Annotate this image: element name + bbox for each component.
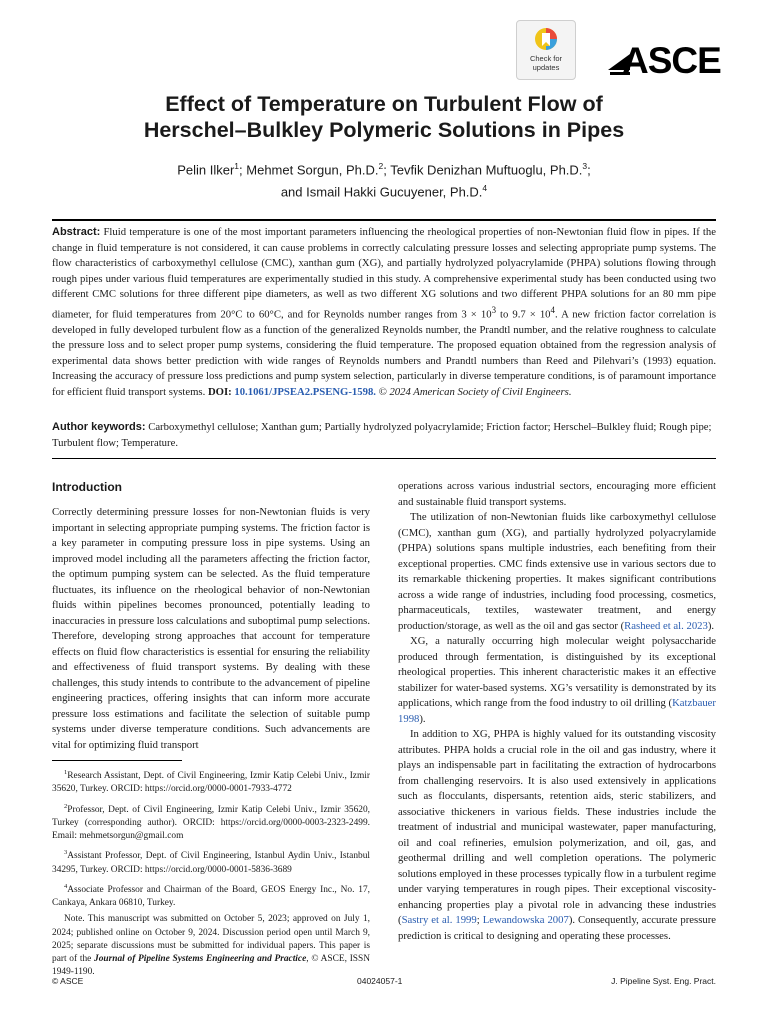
abstract-text-b: to 9.7 × 10: [496, 308, 551, 321]
author-4: and Ismail Hakki Gucuyener, Ph.D.: [280, 184, 483, 200]
citation-rasheed-2023[interactable]: Rasheed et al. 2023: [624, 619, 708, 632]
page-footer: [52, 976, 716, 990]
footnote-4-mark: 4: [64, 882, 68, 890]
footnote-1-mark: 1: [64, 769, 68, 776]
author-3-end: ;: [587, 162, 591, 178]
footnote-rule: [52, 760, 182, 761]
footnote-4: [52, 880, 370, 911]
footnote-3-mark: 3: [64, 849, 68, 857]
intro-paragraph-3: [398, 634, 716, 727]
badge-label-1: Check for: [529, 54, 563, 63]
title-line-2: Herschel–Bulkley Polymeric Solutions in Pipes: [143, 118, 625, 142]
author-1: Pelin Ilker: [177, 162, 235, 178]
abstract-top-rule: [52, 219, 716, 221]
keywords-bottom-rule: [52, 458, 716, 459]
note-end: , © ASCE, ISSN 1949-1190.: [52, 953, 371, 978]
footnote-1: [52, 766, 370, 797]
keywords-label: Author keywords:: [52, 421, 146, 433]
citation-sastry-1999[interactable]: Sastry et al. 1999: [401, 914, 477, 926]
para-3-text: XG, a naturally occurring high molecular weight polysaccharide produced through fermentation, is distinguished by its exceptional rheological properties. This inherent characteristic makes it an effective stabilizer for water-based systems. XG’s versatility is demonstrated by its applications, which range from the food industry to oil drilling (: [398, 635, 716, 709]
doi-label: DOI:: [205, 385, 232, 398]
para-2-end: ).: [707, 619, 715, 632]
abstract: [52, 225, 716, 400]
intro-paragraph-2: [398, 510, 716, 634]
author-2-ref[interactable]: 2: [378, 161, 384, 171]
abstract-exp-2: 4: [550, 304, 555, 315]
intro-paragraph-1-continued: operations across various industrial sectors, encouraging more efficient and sustainable fluid transport systems.: [398, 480, 716, 508]
author-list: [60, 157, 708, 202]
footnote-3-text: Assistant Professor, Dept. of Civil Engineering, Istanbul Aydin Univ., Istanbul 34295, Turkey. ORCID: https://orcid.org/0000-0001-5836-3689: [52, 851, 370, 875]
author-4-ref[interactable]: 4: [482, 183, 488, 194]
para-3-end: ).: [419, 712, 426, 725]
abstract-text-c: . A new friction factor correlation is developed in fully developed turbulent flow as a function of the generalized Reynolds number, the Prandtl number, and the relative roughness to calculate the pressure loss and to select proper pump systems, considering the fluid temperature. The proposed equation obtained from the regression analysis of experimental data shows better prediction with wide ranges of Reynolds numbers and Prandtl numbers than Reed and Pilehvari’s (1993) equation. Increasing the accuracy of pressure loss predictions and pump system selection, particularly in diverse temperature conditions, is of paramount importance for efficient fluid transport systems.: [52, 308, 716, 398]
footer-journal-abbrev: J. Pipeline Syst. Eng. Pract.: [611, 976, 716, 986]
footnote-2-mark: 2: [64, 802, 68, 810]
author-1-ref[interactable]: 1: [234, 161, 240, 171]
para-2-text: The utilization of non-Newtonian fluids like carboxymethyl cellulose (CMC), xanthan gum (XG), and partially hydrolyzed polyacrylamide (PHPA) solutions spans multiple industries, each benefiting from their exceptional properties. CMC finds extensive use in various sectors due to its remarkable thickening properties. It makes significant contributions across a wide range of industries, including food processing, cosmetics, pharmaceuticals, textiles, wastewater treatment, and energy production/storage, as well as the oil and gas sector (: [398, 511, 716, 632]
asce-logo: [606, 40, 721, 82]
footnote-4-text: Associate Professor and Chairman of the Board, GEOS Energy Inc., No. 17, Cankaya, Ankara 06810, Turkey.: [52, 884, 370, 909]
title-line-1: Effect of Temperature on Turbulent Flow of: [165, 92, 603, 116]
footnote-1-text: Research Assistant, Dept. of Civil Engineering, Izmir Katip Celebi Univ., Izmir 35620, Turkey. ORCID: https://orcid.org/0000-0001-7933-4772: [52, 771, 370, 795]
footnotes: [52, 766, 370, 982]
citation-katzbauer-1998[interactable]: Katzbauer 1998: [398, 697, 716, 725]
footer-article-number: 04024057-1: [357, 976, 403, 986]
intro-paragraph-1: Correctly determining pressure losses for non-Newtonian fluids is very important in selecting appropriate pumping systems. The friction factor is a key parameter in computing pressure loss in pipe systems. Using an improved model including all the parameters affecting the friction factor, the optimum pumping system can be selected. As the fluid temperature fluctuates, its influence on the rheological behavior of non-Newtonian fluids within pipelines becomes pronounced, potentially leading to inaccuracies in pressure loss calculations and suboptimal pump selections. Therefore, developing strong approaches that account for temperature effects on fluid flow characteristics is essential for ensuring the reliability and effectiveness of fluid transport systems. By dealing with these challenges, this study intends to contribute to the advancement of pipeline engineering practices, offering insights that can inform more accurate pressure loss estimations and facilitate the selection of suitable pump systems under diverse temperature conditions. Such advancements are vital for optimizing fluid transport: [52, 506, 370, 751]
check-for-updates-badge[interactable]: [516, 20, 576, 80]
citation-separator: ;: [476, 914, 483, 926]
citation-lewandowska-2007[interactable]: Lewandowska 2007: [482, 914, 569, 926]
keywords-text: Carboxymethyl cellulose; Xanthan gum; Partially hydrolyzed polyacrylamide; Friction factor; Herschel–Bulkley fluid; Rough pipe; Turbulent flow; Temperature.: [52, 421, 712, 449]
badge-label-2: updates: [532, 63, 560, 72]
doi-link[interactable]: 10.1061/JPSEA2.PSENG-1598.: [231, 385, 376, 398]
footer-copyright: © ASCE: [52, 976, 84, 986]
footnote-2-text: Professor, Dept. of Civil Engineering, Izmir Katip Celebi Univ., Izmir 35620, Turkey (corresponding author). ORCID: https://orcid.org/0000-0003-2323-2499. Email: mehmetsorgun@gmail.com: [52, 804, 370, 842]
footnote-3: [52, 846, 370, 877]
author-3: ; Tevfik Denizhan Muftuoglu, Ph.D.: [383, 162, 583, 178]
copyright-line: © 2024 American Society of Civil Engineers.: [375, 385, 572, 398]
para-4-end: ). Consequently, accurate pressure prediction is critical to designing and operating these processes.: [398, 914, 716, 942]
left-column: [52, 479, 370, 753]
logo-text: ASCE: [622, 40, 721, 81]
section-heading-introduction: Introduction: [52, 480, 122, 494]
right-column: [398, 479, 716, 944]
para-4-text: In addition to XG, PHPA is highly valued for its outstanding viscosity attributes. PHPA holds a crucial role in the oil and gas industry, where it plays an indispensable part in facilitating the extraction of hydrocarbons from challenging reservoirs. It is also used extensively in applications such as flocculants, dispersants, retention aids, steric stabilizers, and associative thickeners in various fields. These industries include the treatment of industrial and municipal wastewater, paper manufacturing, oil and coal refineries, emulsion polymerization, and oil, gas, and geothermal drilling and well completion operations. The polymeric solutions employed in these processes typically flow in a turbulent regime under varying temperatures in rough pipes. Their exceptional viscosity-enhancing properties play a pivotal role in advancing these industries (: [398, 728, 716, 926]
manuscript-note: [52, 913, 370, 979]
abstract-exp-1: 3: [491, 304, 497, 315]
journal-name: Journal of Pipeline Systems Engineering and Practice: [94, 953, 307, 964]
abstract-label: Abstract:: [52, 226, 101, 238]
author-2: ; Mehmet Sorgun, Ph.D.: [239, 162, 379, 178]
intro-paragraph-4: [398, 727, 716, 944]
abstract-text-a: Fluid temperature is one of the most important parameters influencing the rheological properties of non-Newtonian fluid flow in pipes. If the change in fluid temperature is not considered, it can cause problems in correctly calculating pressure losses and selecting appropriate pump systems. The flow characteristics of carboxymethyl cellulose (CMC), xanthan gum (XG), and partially hydrolyzed polyacrylamide (PHPA) solutions flowing through rough pipes under various fluid temperatures are experimentally studied in this study. A comprehensive experimental study has been conducted using two different CMC solutions for three different pipe diameters, as well as two different XG solutions and two different PHPA solutions for an 80 mm pipe diameter, for fluid temperatures from 20°C to 60°C, and for Reynolds number ranges from 3 × 10: [52, 226, 716, 321]
note-text: Note. This manuscript was submitted on October 5, 2023; approved on July 1, 2024; published online on October 9, 2024. Discussion period open until March 9, 2025; separate discussions must be submitted for individual papers. This paper is part of the: [52, 914, 370, 964]
article-title: [60, 91, 708, 143]
author-3-ref[interactable]: 3: [582, 161, 588, 171]
crossmark-icon: [533, 26, 559, 54]
footnote-2: [52, 800, 370, 844]
author-keywords: [52, 420, 716, 451]
